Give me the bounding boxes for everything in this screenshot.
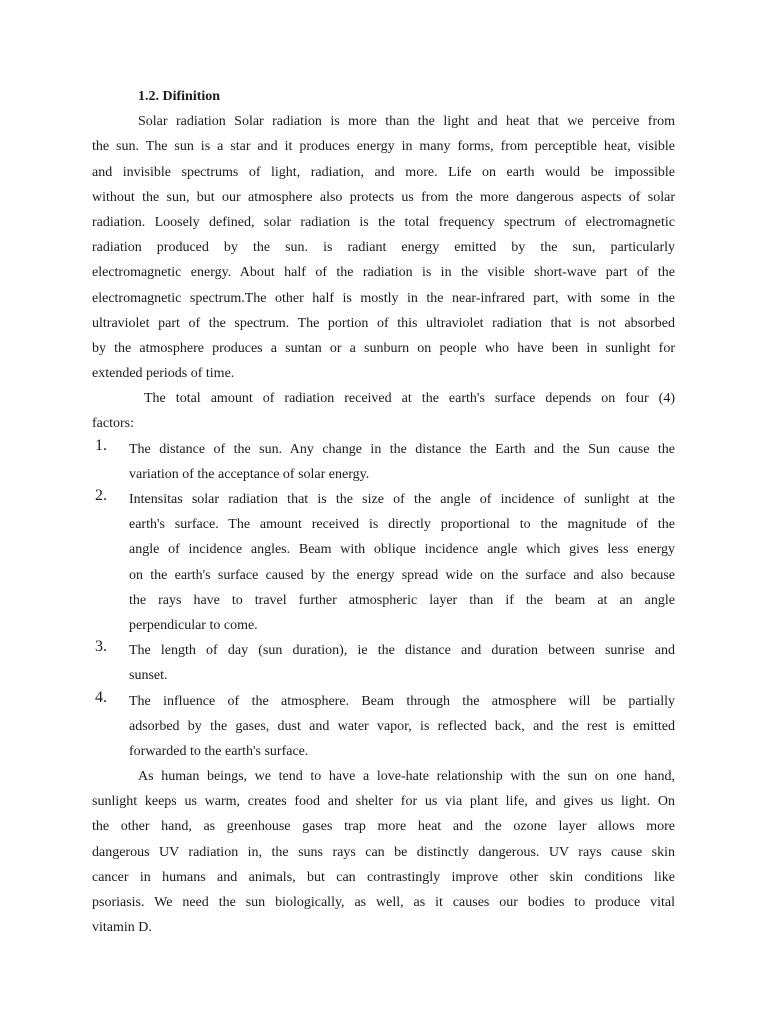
- list-item-line: forwarded to the earth's surface.: [129, 743, 309, 759]
- intro-paragraph: [92, 109, 675, 386]
- paragraph-line: The total amount of radiation received at the earth's surface depends on four (4): [144, 391, 675, 407]
- list-item: [92, 689, 675, 765]
- closing-paragraph: [92, 764, 675, 940]
- list-item-line: Intensitas solar radiation that is the size of the angle of incidence of sunlight at the: [129, 492, 675, 507]
- list-item-line: sunset.: [129, 668, 168, 684]
- list-item-number: 1.: [95, 436, 107, 454]
- paragraph-line: psoriasis. We need the sun biologically, as well, as it causes our bodies to produce vital: [92, 895, 675, 910]
- list-item-line: angle of incidence angles. Beam with oblique incidence angle which gives less energy: [129, 542, 675, 558]
- paragraph-line: radiation produced by the sun. is radiant energy emitted by the sun, particularly: [92, 240, 675, 256]
- factors-list: [92, 437, 675, 764]
- list-item-line: perpendicular to come.: [129, 617, 258, 633]
- list-item-line: adsorbed by the gases, dust and water vapor, is reflected back, and the rest is emitted: [129, 718, 675, 734]
- factors-intro-paragraph: [92, 386, 675, 436]
- paragraph-line: radiation. Loosely defined, solar radiation is the total frequency spectrum of electromagnetic: [92, 214, 675, 230]
- section-heading: 1.2. Difinition: [138, 89, 221, 104]
- list-item-number: 3.: [95, 638, 107, 656]
- paragraph-line: factors:: [92, 416, 134, 432]
- paragraph-line: the sun. The sun is a star and it produces energy in many forms, from perceptible heat, visible: [92, 139, 675, 155]
- list-item-line: earth's surface. The amount received is directly proportional to the magnitude of the: [129, 517, 675, 533]
- list-item-line: on the earth's surface caused by the energy spread wide on the surface and also because: [129, 567, 675, 583]
- paragraph-line: sunlight keeps us warm, creates food and shelter for us via plant life, and gives us light. On: [92, 794, 675, 810]
- list-item-line: variation of the acceptance of solar energy.: [129, 466, 370, 482]
- list-item: [92, 437, 675, 487]
- list-item-line: The distance of the sun. Any change in the distance the Earth and the Sun cause the: [129, 441, 675, 457]
- paragraph-line: without the sun, but our atmosphere also protects us from the more dangerous aspects of solar: [92, 189, 675, 205]
- paragraph-line: the other hand, as greenhouse gases trap more heat and the ozone layer allows more: [92, 819, 675, 835]
- paragraph-line: ultraviolet part of the spectrum. The portion of this ultraviolet radiation that is not absorbed: [92, 315, 675, 331]
- paragraph-line: Solar radiation Solar radiation is more than the light and heat that we perceive from: [138, 114, 675, 130]
- list-item-line: The length of day (sun duration), ie the distance and duration between sunrise and: [129, 643, 675, 659]
- list-item-number: 4.: [95, 688, 107, 706]
- paragraph-line: electromagnetic energy. About half of the radiation is in the visible short-wave part of the: [92, 265, 675, 281]
- paragraph-line: extended periods of time.: [92, 366, 235, 382]
- paragraph-line: dangerous UV radiation in, the suns rays can be distinctly dangerous. UV rays cause skin: [92, 844, 675, 860]
- list-item: [92, 638, 675, 688]
- list-item-line: the rays have to travel further atmospheric layer than if the beam at an angle: [129, 592, 675, 608]
- list-item: [92, 487, 675, 638]
- list-item-line: The influence of the atmosphere. Beam through the atmosphere will be partially: [129, 693, 675, 709]
- paragraph-line: cancer in humans and animals, but can contrastingly improve other skin conditions like: [92, 869, 675, 885]
- paragraph-line: by the atmosphere produces a suntan or a sunburn on people who have been in sunlight for: [92, 340, 675, 356]
- paragraph-line: electromagnetic spectrum.The other half is mostly in the near-infrared part, with some in the: [92, 290, 675, 306]
- paragraph-line: and invisible spectrums of light, radiation, and more. Life on earth would be impossible: [92, 164, 675, 180]
- list-item-number: 2.: [95, 487, 107, 504]
- paragraph-line: As human beings, we tend to have a love-hate relationship with the sun on one hand,: [138, 769, 675, 785]
- paragraph-line: vitamin D.: [92, 920, 152, 936]
